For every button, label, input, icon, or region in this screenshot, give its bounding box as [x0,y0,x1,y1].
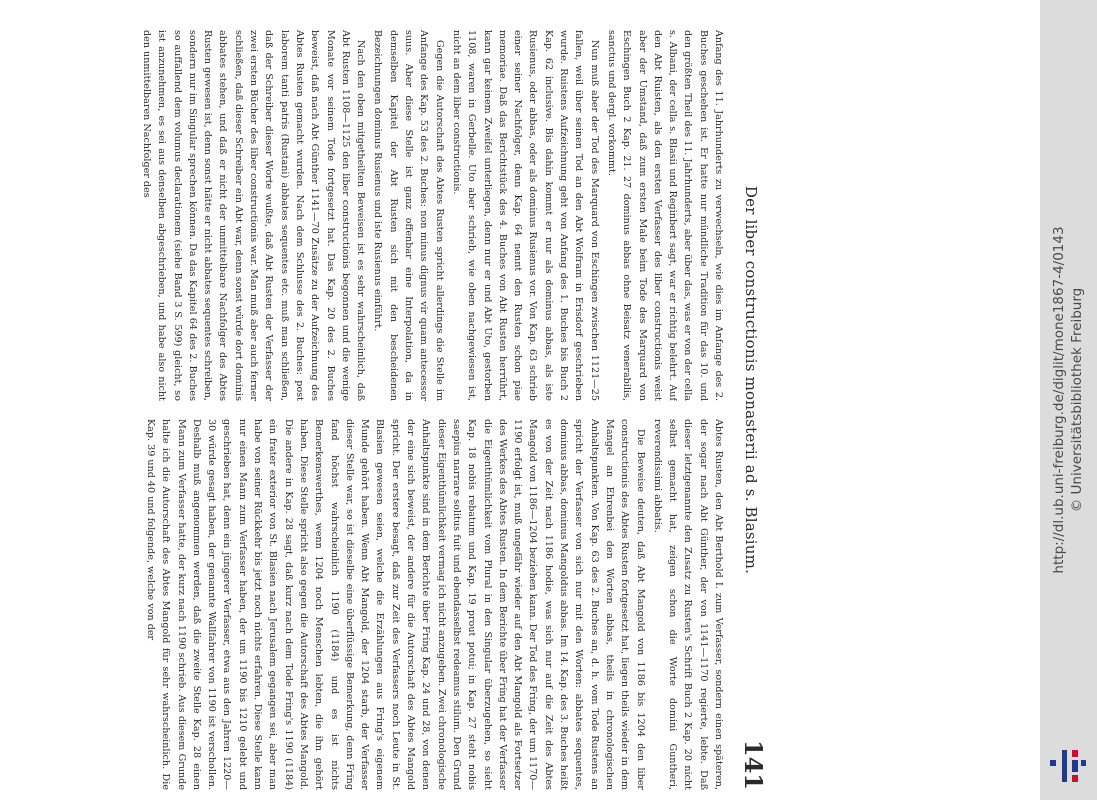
page-header [730,30,770,790]
left-text-column [110,30,726,401]
paragraph: Abtes Rusten, den Abt Berthold I. zum Verfasser, sondern einen späteren, der sogar nach Abt Günther, der von 1141—1170 regierte, lebte. Daß dieser letztgenannte den Zusatz zu Rusten's Schrift Buch 2 Kap. 20 nicht selbst gemacht hat, zeigen schon die Worte domini Guntheri, reverendissimi abbatis. [651,419,724,790]
paragraph: Die Beweise deuten, daß Abt Mangold von 1186 bis 1204 den liber constructionis des Abtes Rusten fortgesetzt hat, liegen theils wieder in dem Mangel an Ehrenbei den Worten abbas, theils in chronologischen Anhaltspunkten. Von Kap. 63 des 2. Buches an, d. h. vom Tode Rustens an spricht der Verfasser von sich nur mit den Worten: abbates sequentes, dominus abbas, dominus Mangoldus abbas. Im 14. Kap. des 3. Buches heißt es von der Zeit nach 1186 hodie, was sich nur auf die Zeit des Abtes Mangold von 1186—1204 beziehen kann. Der Tod des Fring, der um 1170—1190 erfolgt ist, muß ungefähr wieder auf den Abt Mangold als Fortsetzer des Werkes des Abtes Rusten. In dem Berichte über Fring hat der Verfasser die Eigenthümlichkeit vom Plural in den Singular überzugehen, so sieht Kap. 18 nobis rebatum und Kap. 19 prout potui; in Kap. 27 steht nobis saepius narrare solitus fuit und ebendasselbst redeamus stilum. Den Grund dieser Eigenthümlichkeit vermag ich nicht anzugeben. Zwei chronologische Anhaltspunkte sind in dem Berichte über Fring Kap. 24 und 28, von denen der eine sich beweist, der andere für die Autorschaft des Abtes Mangold spricht. Der erstere besagt, daß zur Zeit des Verfassers noch Leute in St. Blasien gewesen seien, welche die Erzählungen aus Fring's eigenem Munde gehört haben. Wenn Abt Mangold, der 1204 starb, der Verfasser dieser Stelle war, so ist dieselbe eine überflüssige Bemerkung, denn Fring fand höchst wahrscheinlich 1190 (1184) und es ist nichts Bemerkenswerthes, wenn 1204 noch Menschen lebten, die ihn gehört haben. Diese Stelle spricht also gegen die Autorschaft des Abtes Mangold. Die andere in Kap. 28 sagt, daß kurz nach dem Tode Fring's 1190 (1184) ein frater exterior von St. Blasien nach Jerusalem gegangen sei, aber man habe von seiner Rückkehr bis jetzt noch nichts erfahren. Diese Stelle kann nur einen Mann zum Verfasser haben, der um 1190 bis 1210 gelebt und geschrieben hat, denn ein jüngerer Verfasser, etwa aus den Jahren 1220—30 würde gesagt haben, der genannte Wallfahrer von 1190 ist verschollen. Deshalb muß angenommen werden, daß die zweite Stelle Kap. 28 einen Mann zum Verfasser hatte, der kurz nach 1190 schrieb. Aus diesem Grunde halte ich die Autorschaft des Abtes Mangold für sehr wahrscheinlich. Die Kap. 39 und 40 und folgende, welche von der [145,419,646,790]
source-url-link[interactable]: http://dl.ub.uni-freiburg.de/diglit/mone1867-4/0143 [1051,226,1067,574]
paragraph: Nach den oben mitgetheilten Beweisen ist es sehr wahrscheinlich, daß Abt Rusten 1108—1125 den liber constructionis begonnen und die wenige Monate vor seinem Tode fortgesetzt hat. Das Kap. 20 des 2. Buches beweist, daß nach Abt Günther 1141—70 Zusätze zu der Aufzeichnung des Abtes Rusten gemacht wurden. Nach dem Schlusse des 2. Buches: post laborem tanti patris (Rustani) abbates sequentes etc. muß man schließen, daß der Schreiber dieser Worte wußte, daß Abt Rusten der Verfasser der zwei ersten Bücher des liber constructionis war. Man muß aber auch ferner schließen, daß dieser Schreiber ein Abt war, denn sonst würde dort dominis abbates stehen, und daß er nicht der unmittelbare Nachfolger des Abtes Rusten gewesen ist, denn sonst hätte er nicht abbates sequentes schreiben, sondern nur im Singular sprechen können. Da das Kapitel 64 des 2. Buches so auffallend dem volumus declarationem (siehe Band 3 S. 599) gleicht, so ist anzunehmen, es sei aus denselben abgeschrieben, und habe also nicht den unmittelbaren Nachfolger des [141,30,367,401]
paragraph: Anfang des 11. Jahrhunderts zu verwechseln, wie dies im Anfange des 2. Buches geschehen ist. Er hatte nur mündliche Tradition für das 10. und den größten Theil des 11. Jahrhunderts, aber über das, was er von der cella s. Albani, der cella s. Blasii und Reginbert sagt, war er richtig belehrt. Auf den Abt Ruisten, als den ersten Verfasser des liber constructionis weist aber der Umstand, daß zum ersten Male beim Tode des Marquard von Eschingen Buch 2 Kap. 21. 27 dominus abbas ohne Beisatz venerabilis, sanctus und dergl. vorkommt. [605,30,724,401]
page-number: 141 [739,739,768,790]
running-head: Der liber constructionis monasterii ad s. Blasium. [742,185,760,575]
source-info [1050,226,1086,573]
copyright-notice: © Universitätsbibliothek Freiburg [1069,287,1085,513]
source-sidebar [1040,0,1097,800]
ub-freiburg-logo-icon [1048,746,1088,786]
book-page [110,30,770,790]
paragraph: Nun muß aber der Tod des Marquard von Eschingen zwischen 1121—25 fallen, weil über seinen Tod an den Abt Wolfram in Erisdorf geschrieben wurde. Ruistens Aufzeichnung geht von Anfang des 1. Buches bis Buch 2 Kap. 62 inclusive. Bis dahin kommt er nur als dominus abbas, als iste Rusienus, oder abbas, oder als dominus Rusienus vor. Von Kap. 63 schrieb einer seiner Nachfolger, denn Kap. 64 nennt den Rusten schon piae memoriae. Daß das Berichtstück des 4. Buches von Abt Rusten herrührt, kann gar keinem Zweifel unterliegen, denn nur er und Abt Uto, gestorben 1108, waren in Gerbelle. Uto aber schrieb, wie oben nachgewiesen ist, nicht an dem liber constructionis. [450,30,600,401]
paragraph: Gegen die Autorschaft des Abtes Rusten spricht allerdings die Stelle im Anfange des Kap. 53 des 2. Buches: non minus dignus vir quam antecessor suus. Aber diese Stelle ist ganz offenbar eine Interpolation, da in demselben Kapitel der Abt Rusten sich mit den bescheidenen Bezeichnungen dominus Rusienus und iste Rusienus einführt. [372,30,445,401]
right-text-column [110,419,726,790]
